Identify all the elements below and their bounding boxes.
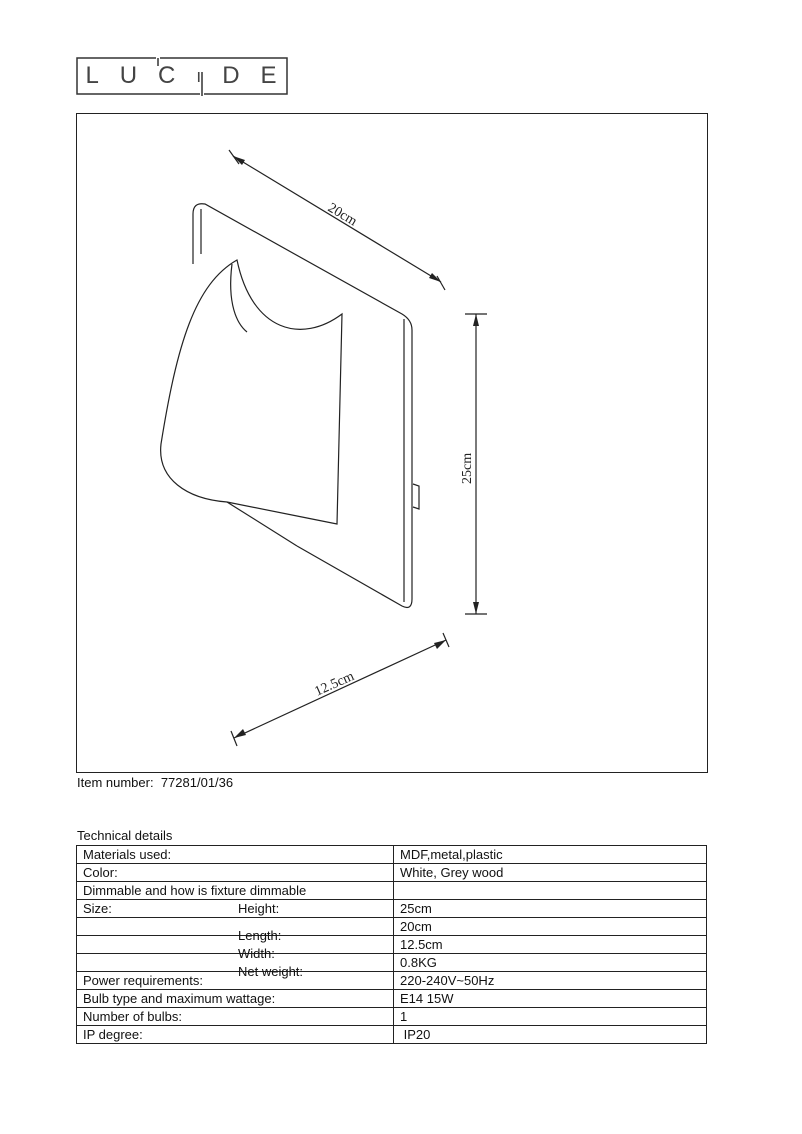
row-value <box>394 882 707 900</box>
row-value: IP20 <box>394 1026 707 1044</box>
table-row <box>77 1026 707 1044</box>
row-label: Number of bulbs: <box>83 1009 182 1024</box>
row-sub-label: Height: <box>238 901 280 916</box>
row-label: Size: <box>83 901 112 916</box>
table-row <box>77 990 707 1008</box>
logo-letter: ı <box>196 65 204 86</box>
row-label-cell <box>77 864 394 882</box>
logo-letter: L <box>85 62 101 89</box>
row-value: 20cm <box>394 918 707 936</box>
dimension-label-width: 12.5cm <box>312 669 357 700</box>
technical-details-title: Technical details <box>77 828 173 843</box>
row-label: Power requirements: <box>83 973 203 988</box>
row-label-cell <box>77 882 394 900</box>
logo-letter: U <box>119 62 140 89</box>
row-value: 1 <box>394 1008 707 1026</box>
item-number-label: Item number: <box>77 775 154 790</box>
row-label-cell <box>77 1026 394 1044</box>
lucide-logo <box>76 56 288 96</box>
technical-details-table <box>76 845 707 1044</box>
table-row <box>77 846 707 864</box>
item-number <box>77 775 233 790</box>
table-row <box>77 936 707 954</box>
row-label: Materials used: <box>83 847 172 862</box>
item-number-value: 77281/01/36 <box>160 775 234 790</box>
row-value: 220-240V~50Hz <box>394 972 707 990</box>
row-label-cell <box>77 954 394 979</box>
lamp-shade <box>161 260 342 524</box>
wall-lamp-diagram <box>77 114 707 772</box>
row-value: 25cm <box>394 900 707 918</box>
row-label-cell <box>77 972 394 990</box>
logo-letter: D <box>222 62 242 89</box>
row-sub-label: Width: <box>238 945 275 961</box>
table-row <box>77 918 707 936</box>
row-label-cell <box>77 1008 394 1026</box>
dimension-label-height: 25cm <box>460 452 475 484</box>
product-drawing <box>76 113 708 773</box>
logo-letter: E <box>260 62 279 89</box>
row-label-cell <box>77 900 394 918</box>
row-label: IP degree: <box>83 1027 143 1042</box>
row-sub-label: Length: <box>238 927 282 943</box>
table-row <box>77 972 707 990</box>
row-label-cell <box>77 936 394 961</box>
back-plate <box>193 204 412 608</box>
row-value: E14 15W <box>394 990 707 1008</box>
dimension-label-length: 20cm <box>324 200 360 230</box>
row-label-cell <box>77 990 394 1008</box>
row-sub-label: Net weight: <box>238 963 304 979</box>
table-row <box>77 882 707 900</box>
row-label-cell <box>77 846 394 864</box>
row-value: 12.5cm <box>394 936 707 954</box>
row-value: 0.8KG <box>394 954 707 972</box>
row-label: Color: <box>83 865 118 880</box>
row-value: MDF,metal,plastic <box>394 846 707 864</box>
table-row <box>77 1008 707 1026</box>
logo-letter: C <box>158 62 178 89</box>
row-label: Bulb type and maximum wattage: <box>83 991 276 1006</box>
table-row <box>77 864 707 882</box>
table-row <box>77 900 707 918</box>
row-label-cell <box>77 918 394 943</box>
row-label: Dimmable and how is fixture dimmable <box>83 883 307 898</box>
table-row <box>77 954 707 972</box>
row-value: White, Grey wood <box>394 864 707 882</box>
